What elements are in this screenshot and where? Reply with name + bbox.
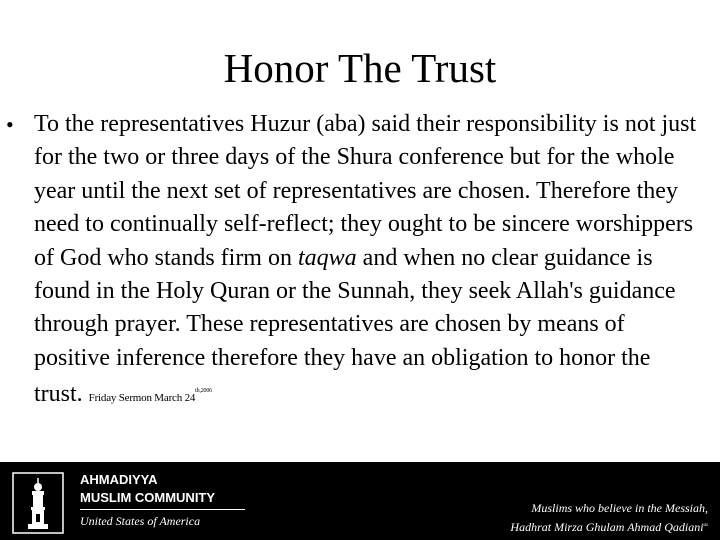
footer-banner (0, 462, 720, 540)
bullet-item (6, 108, 706, 416)
body-italic-term: taqwa (297, 244, 357, 271)
org-divider (80, 509, 245, 510)
slide-title: Honor The Trust (223, 45, 497, 91)
citation-year: ,2006 (199, 388, 212, 395)
org-country: United States of America (80, 514, 201, 528)
tagline (510, 499, 708, 536)
body-text-part2: and when no clear guidance is found in the Holy Quran or the Sunnah, they seek Allah's guidance through prayer. These representatives are chosen by means of positive inference therefore they have an obligation to honor the trust. (34, 244, 676, 408)
citation-sup: th (195, 388, 200, 395)
org-line1: AHMADIYYA (80, 472, 158, 487)
tagline-line2 (510, 517, 708, 536)
org-name (80, 471, 215, 530)
bullet-marker: • (6, 112, 14, 137)
tagline-sup: as (703, 523, 708, 528)
slide-body (6, 108, 706, 416)
tagline-line1: Muslims who believe in the Messiah, (531, 501, 708, 515)
citation-main: Friday Sermon March 24 (88, 392, 196, 405)
org-line2: MUSLIM COMMUNITY (80, 490, 216, 505)
tagline-line2-text: Hadhrat Mirza Ghulam Ahmad Qadiani (510, 520, 704, 534)
body-text-part1: To the representatives Huzur (aba) said their responsibility is not just for the two or three days of the Shura conference but for the whole year until the next set of representatives are chosen. Therefore they need to continually self-reflect; they ought to be sincere worshippers of God who stands firm on (34, 111, 697, 271)
bullet-text (34, 108, 704, 416)
citation (88, 388, 212, 405)
minaret-logo-icon (12, 472, 64, 534)
